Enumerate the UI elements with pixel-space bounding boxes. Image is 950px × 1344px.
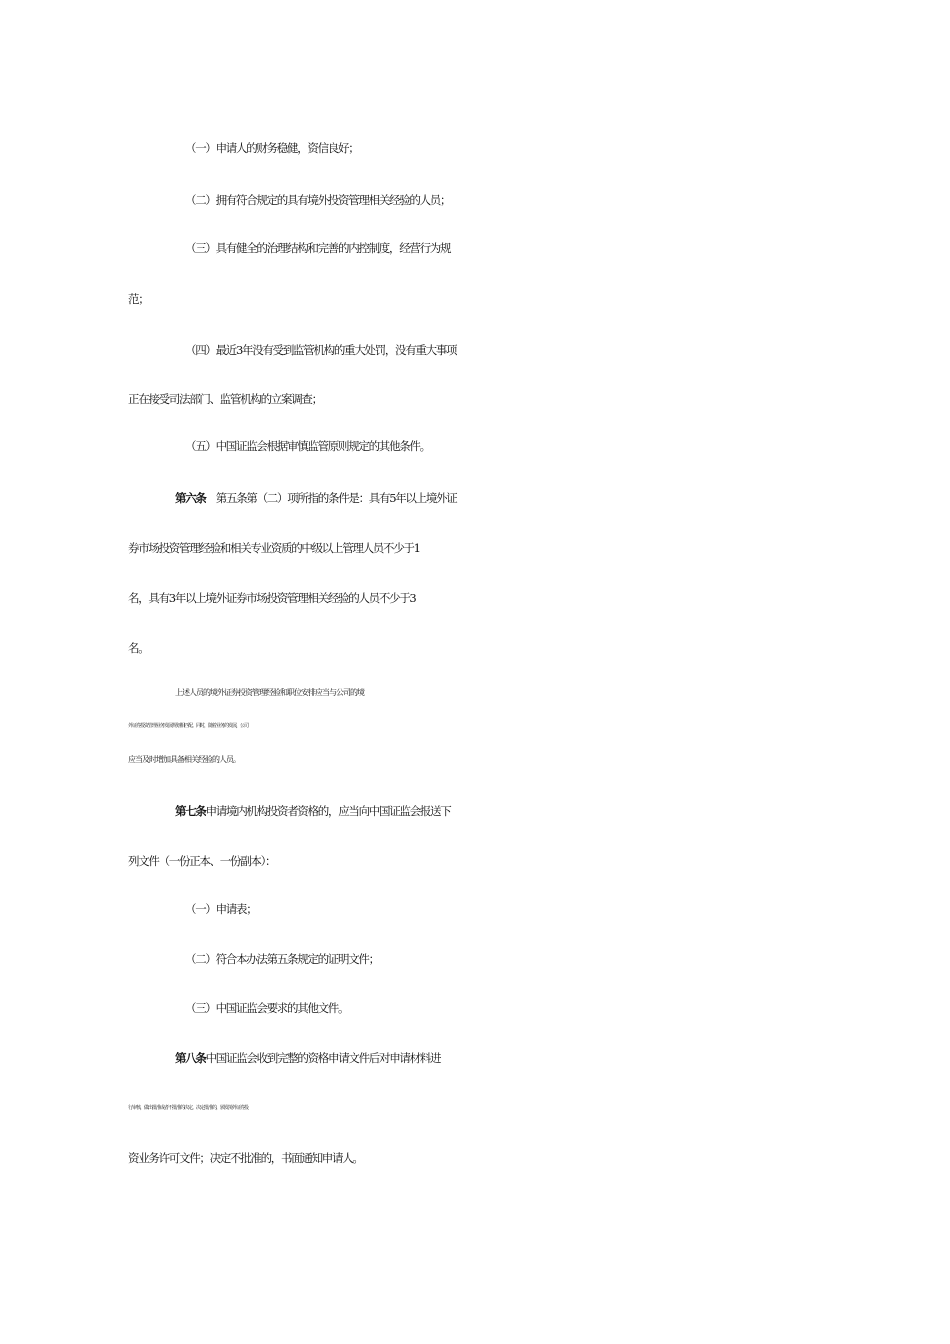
text-line xyxy=(0,381,950,417)
text-line xyxy=(0,530,950,566)
text-line xyxy=(0,891,950,927)
line-text: 第五条第（二）项所指的条件是：具有5年以上境外证 xyxy=(205,491,457,505)
line-text: （四）最近3年没有受到监管机构的重大处罚，没有重大事项 xyxy=(185,343,457,357)
line-text: 券市场投资管理经验和相关专业资质的中级以上管理人员不少于1 xyxy=(128,541,420,555)
text-line xyxy=(0,941,950,977)
line-text: 正在接受司法部门、监管机构的立案调查； xyxy=(128,392,322,406)
line-text: 申请境内机构投资者资格的，应当向中国证监会报送下 xyxy=(205,804,451,818)
text-line xyxy=(0,182,950,218)
text-line xyxy=(0,130,950,166)
line-text: （二）拥有符合规定的具有境外投资管理相关经验的人员； xyxy=(185,193,451,207)
line-text: 列文件（一份正本、一份副本）： xyxy=(128,854,276,868)
line-text: 外证券投资管理业务发展规划相匹配。同时，随着业务的发展，公司 xyxy=(128,723,249,729)
line-text: （二）符合本办法第五条规定的证明文件； xyxy=(185,952,379,966)
article-heading: 第八条 xyxy=(175,1051,206,1065)
text-line xyxy=(0,580,950,616)
article-6-line xyxy=(0,480,950,516)
article-heading: 第七条 xyxy=(175,804,206,818)
line-text: 中国证监会收到完整的资格申请文件后对申请材料进 xyxy=(205,1051,441,1065)
text-line xyxy=(0,742,950,778)
line-text: （一）申请表； xyxy=(185,902,257,916)
line-text: （五）中国证监会根据审慎监管原则规定的其他条件。 xyxy=(185,439,430,453)
text-line xyxy=(0,708,950,744)
text-line xyxy=(0,230,950,266)
text-line xyxy=(0,281,950,317)
line-text: （三）具有健全的治理结构和完善的内控制度，经营行为规 xyxy=(185,241,451,255)
line-text: （一）申请人的财务稳健，资信良好； xyxy=(185,141,359,155)
line-text: 行审核，做出批准或者不批准的决定。决定批准的，颁发境外证券投 xyxy=(128,1105,249,1111)
line-text: 名，具有3年以上境外证券市场投资管理相关经验的人员不少于3 xyxy=(128,591,416,605)
text-line xyxy=(0,1090,950,1126)
line-text: （三）中国证监会要求的其他文件。 xyxy=(185,1001,349,1015)
line-text: 应当及时增加具备相关经验的人员。 xyxy=(128,755,240,764)
text-line xyxy=(0,843,950,879)
text-line xyxy=(0,675,950,711)
text-line xyxy=(0,1140,950,1176)
article-8-line xyxy=(0,1040,950,1076)
line-text: 资业务许可文件；决定不批准的，书面通知申请人。 xyxy=(128,1151,363,1165)
text-line xyxy=(0,332,950,368)
line-text: 上述人员的境外证券投资管理经验和职位安排应当与公司的境 xyxy=(175,688,364,697)
line-text: 范； xyxy=(128,292,149,306)
line-text: 名。 xyxy=(128,641,149,655)
text-line xyxy=(0,630,950,666)
article-7-line xyxy=(0,793,950,829)
text-line xyxy=(0,990,950,1026)
article-heading: 第六条 xyxy=(175,491,206,505)
text-line xyxy=(0,428,950,464)
